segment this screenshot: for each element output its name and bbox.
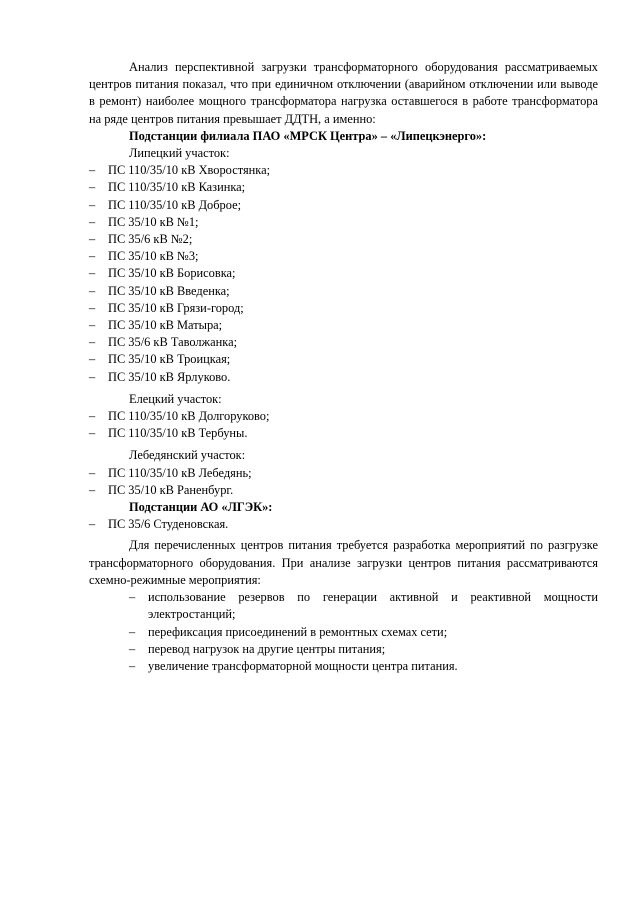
section-label-lipetsk: Липецкий участок:	[129, 146, 230, 161]
list-item: – ПС 35/10 кВ Введенка;	[89, 283, 598, 300]
measures-list	[89, 589, 598, 675]
list-item: – увеличение трансформаторной мощности центра питания.	[129, 658, 598, 675]
list-item: – ПС 35/6 Студеновская.	[89, 516, 598, 533]
list-item: – ПС 35/6 кВ Таволжанка;	[89, 334, 598, 351]
list-item: – ПС 35/6 кВ №2;	[89, 231, 598, 248]
list-item: – ПС 35/10 кВ Грязи-город;	[89, 300, 598, 317]
list-item: – ПС 35/10 кВ Троицкая;	[89, 351, 598, 368]
list-item: – ПС 35/10 кВ №3;	[89, 248, 598, 265]
group1-heading: Подстанции филиала ПАО «МРСК Центра» – «Липецкэнерго»:	[129, 128, 487, 143]
list-item: – ПС 35/10 кВ Борисовка;	[89, 265, 598, 282]
section-label-lebedyan: Лебедянский участок:	[129, 448, 246, 463]
list-item: – ПС 110/35/10 кВ Лебедянь;	[89, 465, 598, 482]
list-item: – ПС 110/35/10 кВ Казинка;	[89, 179, 598, 196]
list-item: – ПС 35/10 кВ Матыра;	[89, 317, 598, 334]
yelets-substation-list	[89, 408, 598, 442]
section-label-yelets: Елецкий участок:	[129, 391, 222, 406]
list-item: – перефиксация присоединений в ремонтных схемах сети;	[129, 624, 598, 641]
list-item: – использование резервов по генерации активной и реактивной мощности электростанций;	[129, 589, 598, 623]
intro-paragraph: Анализ перспективной загрузки трансформаторного оборудования рассматриваемых центров питания показал, что при единичном отключении (аварийном отключении или выводе в ремонт) наиболее мощного трансформатора нагрузка оставшегося в работе трансформатора на ряде центров питания превышает ДДТН, а именно:	[89, 60, 598, 126]
list-item: – ПС 35/10 кВ Раненбург.	[89, 482, 598, 499]
lipetsk-substation-list	[89, 162, 598, 386]
list-item: – ПС 35/10 кВ №1;	[89, 214, 598, 231]
list-item: – ПС 110/35/10 кВ Хворостянка;	[89, 162, 598, 179]
lgek-substation-list	[89, 516, 598, 533]
group2-heading: Подстанции АО «ЛГЭК»:	[129, 500, 273, 515]
list-item: – ПС 110/35/10 кВ Тербуны.	[89, 425, 598, 442]
list-item: – ПС 110/35/10 кВ Доброе;	[89, 197, 598, 214]
lebedyan-substation-list	[89, 465, 598, 499]
list-item: – перевод нагрузок на другие центры питания;	[129, 641, 598, 658]
conclusion-paragraph: Для перечисленных центров питания требуется разработка мероприятий по разгрузке трансформаторного оборудования. При анализе загрузки центров питания рассматриваются схемно-режимные мероприятия:	[89, 538, 598, 587]
list-item: – ПС 35/10 кВ Ярлуково.	[89, 369, 598, 386]
list-item: – ПС 110/35/10 кВ Долгоруково;	[89, 408, 598, 425]
